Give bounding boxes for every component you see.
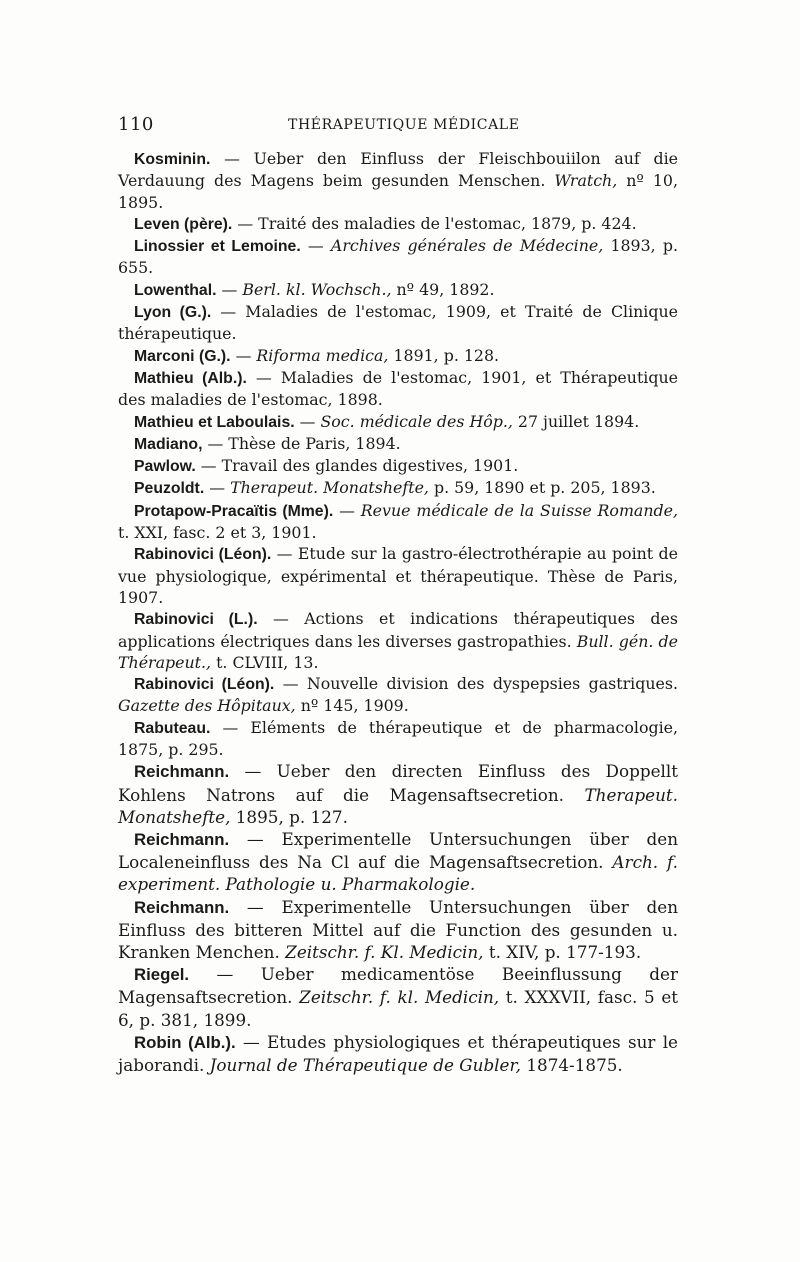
entry-text: — [300, 236, 331, 256]
entry-text: — [333, 500, 361, 520]
bibliography-entry [118, 148, 678, 213]
entry-work: Gazette des Hôpitaux, [118, 696, 296, 716]
entry-author: Rabuteau. [134, 719, 211, 737]
entry-work: Zeitschr. f. kl. Medicin, [299, 987, 500, 1008]
entry-text: — Thèse de Paris, 1894. [202, 433, 401, 453]
entry-author: Marconi (G.). [134, 347, 231, 365]
bibliography-entry [118, 673, 678, 717]
entry-author: Leven (père). [134, 215, 233, 233]
entry-work: Arch. f. experiment. Pathologie u. Pharmakologie. [118, 852, 678, 895]
entry-work: Zeitschr. f. Kl. Medicin, [285, 941, 484, 962]
bibliography-entry [118, 828, 678, 896]
entry-author: Lyon (G.). [134, 304, 212, 322]
entry-work: Archives générales de Médecine, [330, 236, 604, 256]
entry-text: — [216, 279, 243, 299]
entry-author: Rabinovici (Léon). [134, 546, 272, 564]
entry-text: — Maladies de l'estomac, 1901, et Thérapeutique des maladies de l'estomac, 1898. [118, 367, 678, 410]
bibliography-entry [118, 1031, 678, 1076]
entry-author: Linossier et Lemoine. [134, 238, 301, 256]
entry-author: Rabinovici (Léon). [134, 676, 275, 694]
entry-text: — Etude sur la gastro-électrothérapie au point de vue physiologique, expérimental et thérapeutique. Thèse de Paris, 1907. [118, 544, 678, 607]
entry-details: nº 10, 1895. [118, 171, 678, 212]
entry-details: 1893, p. 655. [118, 236, 679, 278]
entry-work: Revue médicale de la Suisse Romande, [360, 500, 678, 520]
bibliography-entry [118, 367, 678, 411]
entry-text: — [230, 345, 257, 365]
entry-text: — Maladies de l'estomac, 1909, et Traité de Clinique thérapeutique. [118, 302, 678, 344]
entry-work: Journal de Thérapeutique de Gubler, [209, 1054, 521, 1075]
entry-details: t. CLVIII, 13. [211, 652, 319, 672]
entry-author: Riegel. [134, 965, 190, 985]
running-head: THÉRAPEUTIQUE MÉDICALE [288, 117, 520, 133]
entry-work: Berl. kl. Wochsch., [242, 279, 392, 299]
entry-text: — Ueber den directen Einfluss des Doppellt Kohlens Natrons auf die Magensaftsecretion. [118, 761, 678, 805]
bibliography-entry [118, 500, 678, 544]
bibliography-entry [118, 963, 678, 1031]
bibliography-entry [118, 345, 678, 367]
entry-text: — Actions et indications thérapeutiques des applications électriques dans les diverses gastropathies. [118, 609, 678, 651]
bibliography-entry [118, 896, 678, 964]
entry-author: Robin (Alb.). [134, 1032, 236, 1052]
entry-work: Wratch, [554, 171, 618, 191]
bibliography-entry [118, 433, 678, 455]
bibliography-entry [118, 717, 678, 761]
entry-author: Protapow-Pracaïtis (Mme). [134, 502, 334, 520]
entry-details: 1891, p. 128. [388, 345, 500, 365]
entry-author: Reichmann. [134, 897, 230, 917]
entry-details: 1874-1875. [521, 1054, 623, 1075]
entry-text: — Ueber den Einfluss der Fleischbouiilon auf die Verdauung des Magens beim gesunden Menschen. [118, 149, 678, 191]
entry-work: Therapeut. Monatshefte, [230, 478, 429, 498]
entry-work: Bull. gén. de Thérapeut., [118, 631, 678, 672]
bibliography-entry [118, 543, 678, 608]
entry-details: nº 145, 1909. [295, 696, 409, 716]
entry-details: nº 49, 1892. [391, 279, 495, 299]
entry-text: — Etudes physiologiques et thérapeutiques sur le jaborandi. [118, 1031, 678, 1075]
entry-author: Reichmann. [134, 762, 230, 782]
entry-text: — Traité des maladies de l'estomac, 1879, p. 424. [232, 213, 637, 233]
entry-text: — Experimentelle Untersuchungen über den Localeneinfluss des Na Cl auf die Magensaftsecretion. [118, 828, 678, 873]
entry-work: Soc. médicale des Hôp., [320, 411, 513, 431]
bibliography-entry [118, 235, 678, 279]
entry-author: Madiano, [134, 435, 203, 453]
entry-text: — Experimentelle Untersuchungen über den Einfluss des bitteren Mittel auf die Function des gesunden u. Kranken Menchen. [118, 896, 678, 962]
page-number: 110 [118, 114, 154, 135]
entry-author: Rabinovici (L.). [134, 611, 258, 629]
entry-author: Kosminin. [134, 151, 211, 168]
entry-details: t. XXXVII, fasc. 5 et 6, p. 381, 1899. [118, 987, 679, 1030]
entry-author: Lowenthal. [134, 281, 217, 299]
entry-details: p. 59, 1890 et p. 205, 1893. [428, 478, 656, 498]
entry-author: Reichmann. [134, 829, 230, 849]
entry-author: Mathieu (Alb.). [134, 369, 247, 387]
entry-work: Therapeut. Monatshefte, [118, 784, 678, 827]
entry-author: Mathieu et Laboulais. [134, 413, 295, 431]
bibliography-entry [118, 411, 678, 433]
entry-text: — [204, 478, 231, 498]
bibliography-list [118, 148, 678, 1076]
entry-details: 1895, p. 127. [230, 806, 348, 827]
bibliography-entry [118, 760, 678, 828]
entry-text: — Eléments de thérapeutique et de pharmacologie, 1875, p. 295. [118, 717, 678, 760]
entry-work: Riforma medica, [256, 345, 389, 365]
bibliography-entry [118, 213, 678, 235]
entry-details: 27 juillet 1894. [512, 411, 640, 431]
entry-text: — [294, 411, 321, 431]
entry-details: t. XIV, p. 177-193. [483, 941, 642, 962]
entry-author: Pawlow. [134, 458, 196, 476]
bibliography-entry [118, 301, 678, 345]
entry-text: — Ueber medicamentöse Beeinflussung der Magensaftsecretion. [118, 964, 678, 1008]
bibliography-entry [118, 279, 678, 301]
entry-details: t. XXI, fasc. 2 et 3, 1901. [118, 523, 317, 543]
entry-text: — Travail des glandes digestives, 1901. [195, 456, 519, 476]
entry-text: — Nouvelle division des dyspepsies gastriques. [274, 674, 678, 694]
bibliography-entry [118, 477, 678, 499]
bibliography-entry [118, 455, 678, 477]
entry-author: Peuzoldt. [134, 480, 205, 498]
bibliography-entry [118, 608, 678, 673]
